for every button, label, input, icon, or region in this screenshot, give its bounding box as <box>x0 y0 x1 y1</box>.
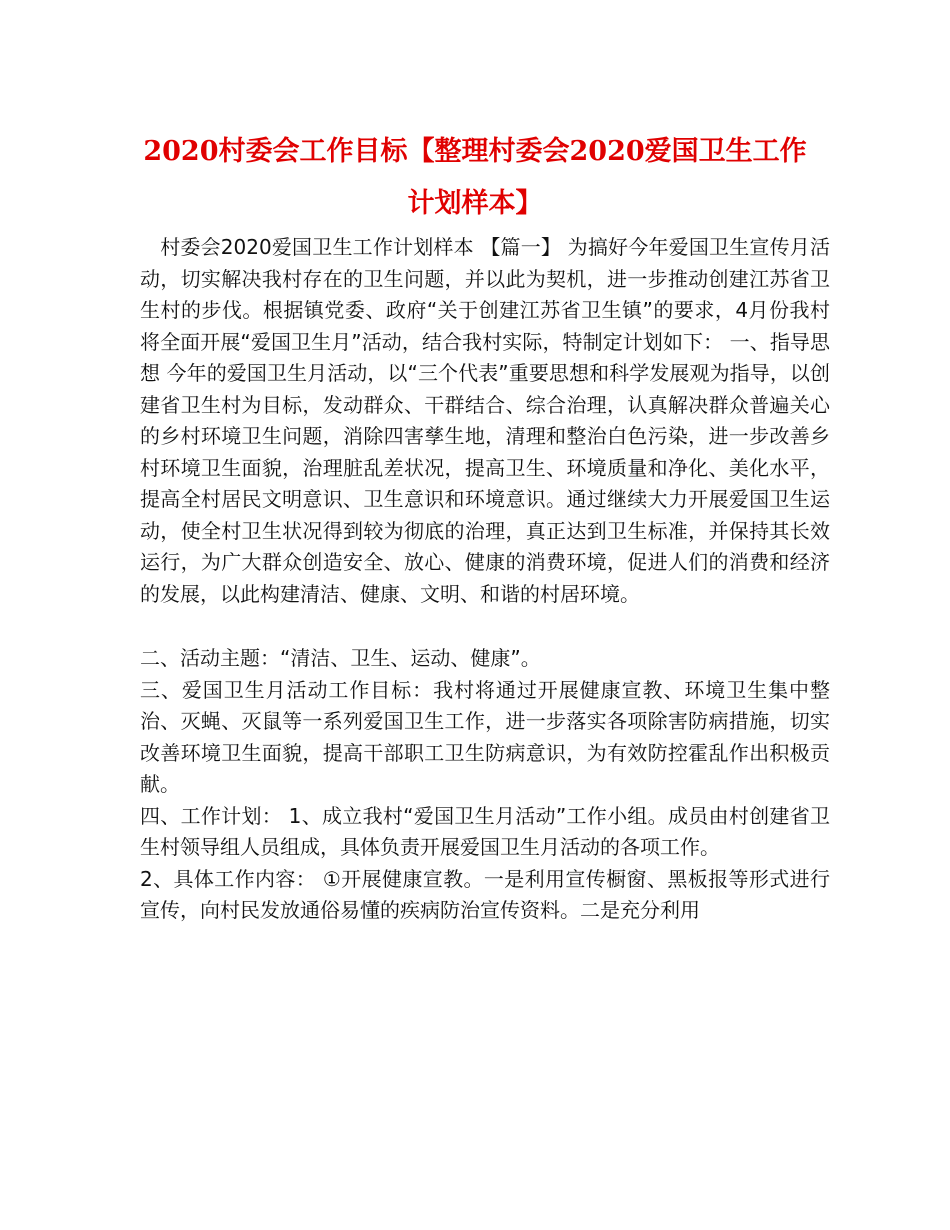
paragraph-work-content: 2、具体工作内容： ①开展健康宣教。一是利用宣传橱窗、黑板报等形式进行宣传，向村民发放通俗易懂的疾病防治宣传资料。二是充分利用 <box>140 866 830 922</box>
paragraph-intro: 村委会2020爱国卫生工作计划样本 【篇一】 为搞好今年爱国卫生宣传月活动，切实解决我村存在的卫生问题，并以此为契机，进一步推动创建江苏省卫生村的步伐。根据镇党委、政府“关于创建江苏省卫生镇”的要求，4月份我村将全面开展“爱国卫生月”活动，结合我村实际，特制定计划如下： 一、指导思想 今年的爱国卫生月活动，以“三个代表”重要思想和科学发展观为指导，以创建省卫生村为目标，发动群众、干群结合、综合治理，认真解决群众普遍关心的乡村环境卫生问题，消除四害孳生地，清理和整治白色污染，进一步改善乡村环境卫生面貌，治理脏乱差状况，提高卫生、环境质量和净化、美化水平，提高全村居民文明意识、卫生意识和环境意识。通过继续大力开展爱国卫生运动，使全村卫生状况得到较为彻底的治理，真正达到卫生标准，并保持其长效运行，为广大群众创造安全、放心、健康的消费环境，促进人们的消费和经济的发展，以此构建清洁、健康、文明、和谐的村居环境。 <box>140 235 830 606</box>
document-title: 2020村委会工作目标【整理村委会2020爱国卫生工作计划样本】 <box>143 136 807 219</box>
paragraph-work-goals: 三、爱国卫生月活动工作目标：我村将通过开展健康宣教、环境卫生集中整治、灭蝇、灭鼠等一系列爱国卫生工作，进一步落实各项除害防病措施，切实改善环境卫生面貌，提高干部职工卫生防病意识，为有效防控霍乱作出积极贡献。 <box>140 677 830 796</box>
document-body <box>140 232 830 927</box>
paragraph-work-plan: 四、工作计划： 1、成立我村“爱国卫生月活动”工作小组。成员由村创建省卫生村领导组人员组成，具体负责开展爱国卫生月活动的各项工作。 <box>140 803 830 859</box>
paragraph-activity-theme: 二、活动主题：“清洁、卫生、运动、健康”。 <box>140 646 541 670</box>
